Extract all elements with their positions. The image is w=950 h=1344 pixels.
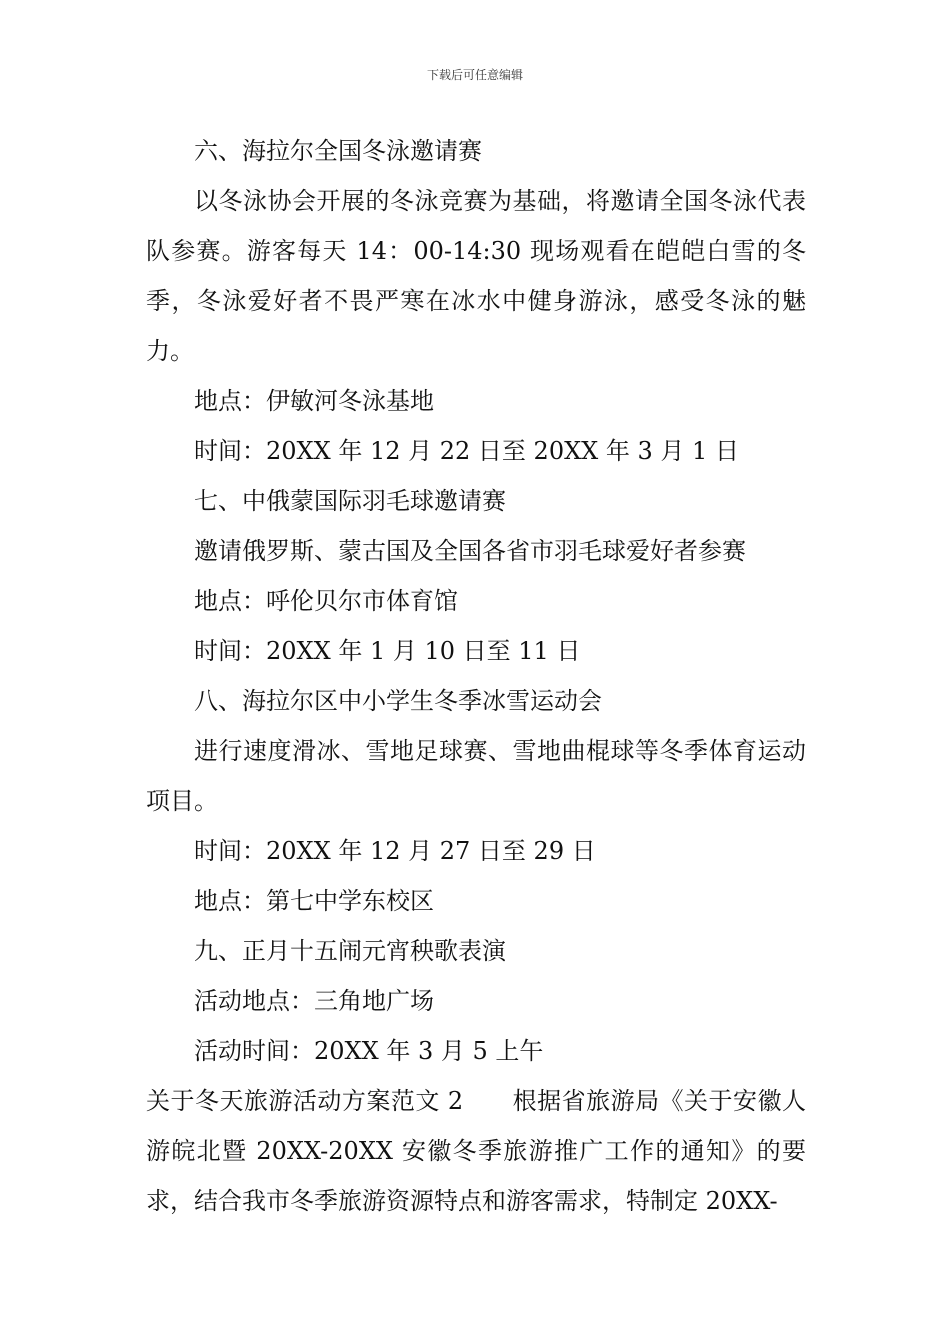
page-header: 下载后可任意编辑	[426, 68, 523, 82]
paragraph-badminton-description: 邀请俄罗斯、蒙古国及全国各省市羽毛球爱好者参赛	[194, 537, 746, 565]
paragraph-time: 时间：20XX 年 12 月 22 日至 20XX 年 3 月 1 日	[194, 437, 739, 465]
section-heading-6: 六、海拉尔全国冬泳邀请赛	[194, 137, 482, 165]
paragraph-sports-description: 进行速度滑冰、雪地足球赛、雪地曲棍球等冬季体育运动项目。	[146, 737, 806, 815]
document-body	[146, 126, 806, 1226]
paragraph-swim-description: 以冬泳协会开展的冬泳竞赛为基础，将邀请全国冬泳代表队参赛。游客每天 14：00-14:30 现场观看在皑皑白雪的冬季，冬泳爱好者不畏严寒在冰水中健身游泳，感受冬泳的魅力。	[146, 187, 806, 365]
section-heading-8: 八、海拉尔区中小学生冬季冰雪运动会	[194, 687, 602, 715]
paragraph-time: 时间：20XX 年 12 月 27 日至 29 日	[194, 837, 596, 865]
paragraph-article-2-intro: 关于冬天旅游活动方案范文 2 根据省旅游局《关于安徽人游皖北暨 20XX-20XX 安徽冬季旅游推广工作的通知》的要求，结合我市冬季旅游资源特点和游客需求，特制定 20XX-	[146, 1087, 806, 1215]
paragraph-location: 地点：伊敏河冬泳基地	[194, 387, 434, 415]
paragraph-location: 地点：第七中学东校区	[194, 887, 434, 915]
section-heading-9: 九、正月十五闹元宵秧歌表演	[194, 937, 506, 965]
paragraph-location: 活动地点：三角地广场	[194, 987, 434, 1015]
paragraph-time: 活动时间：20XX 年 3 月 5 上午	[194, 1037, 544, 1065]
section-heading-7: 七、中俄蒙国际羽毛球邀请赛	[194, 487, 506, 515]
paragraph-location: 地点：呼伦贝尔市体育馆	[194, 587, 458, 615]
paragraph-time: 时间：20XX 年 1 月 10 日至 11 日	[194, 637, 581, 665]
